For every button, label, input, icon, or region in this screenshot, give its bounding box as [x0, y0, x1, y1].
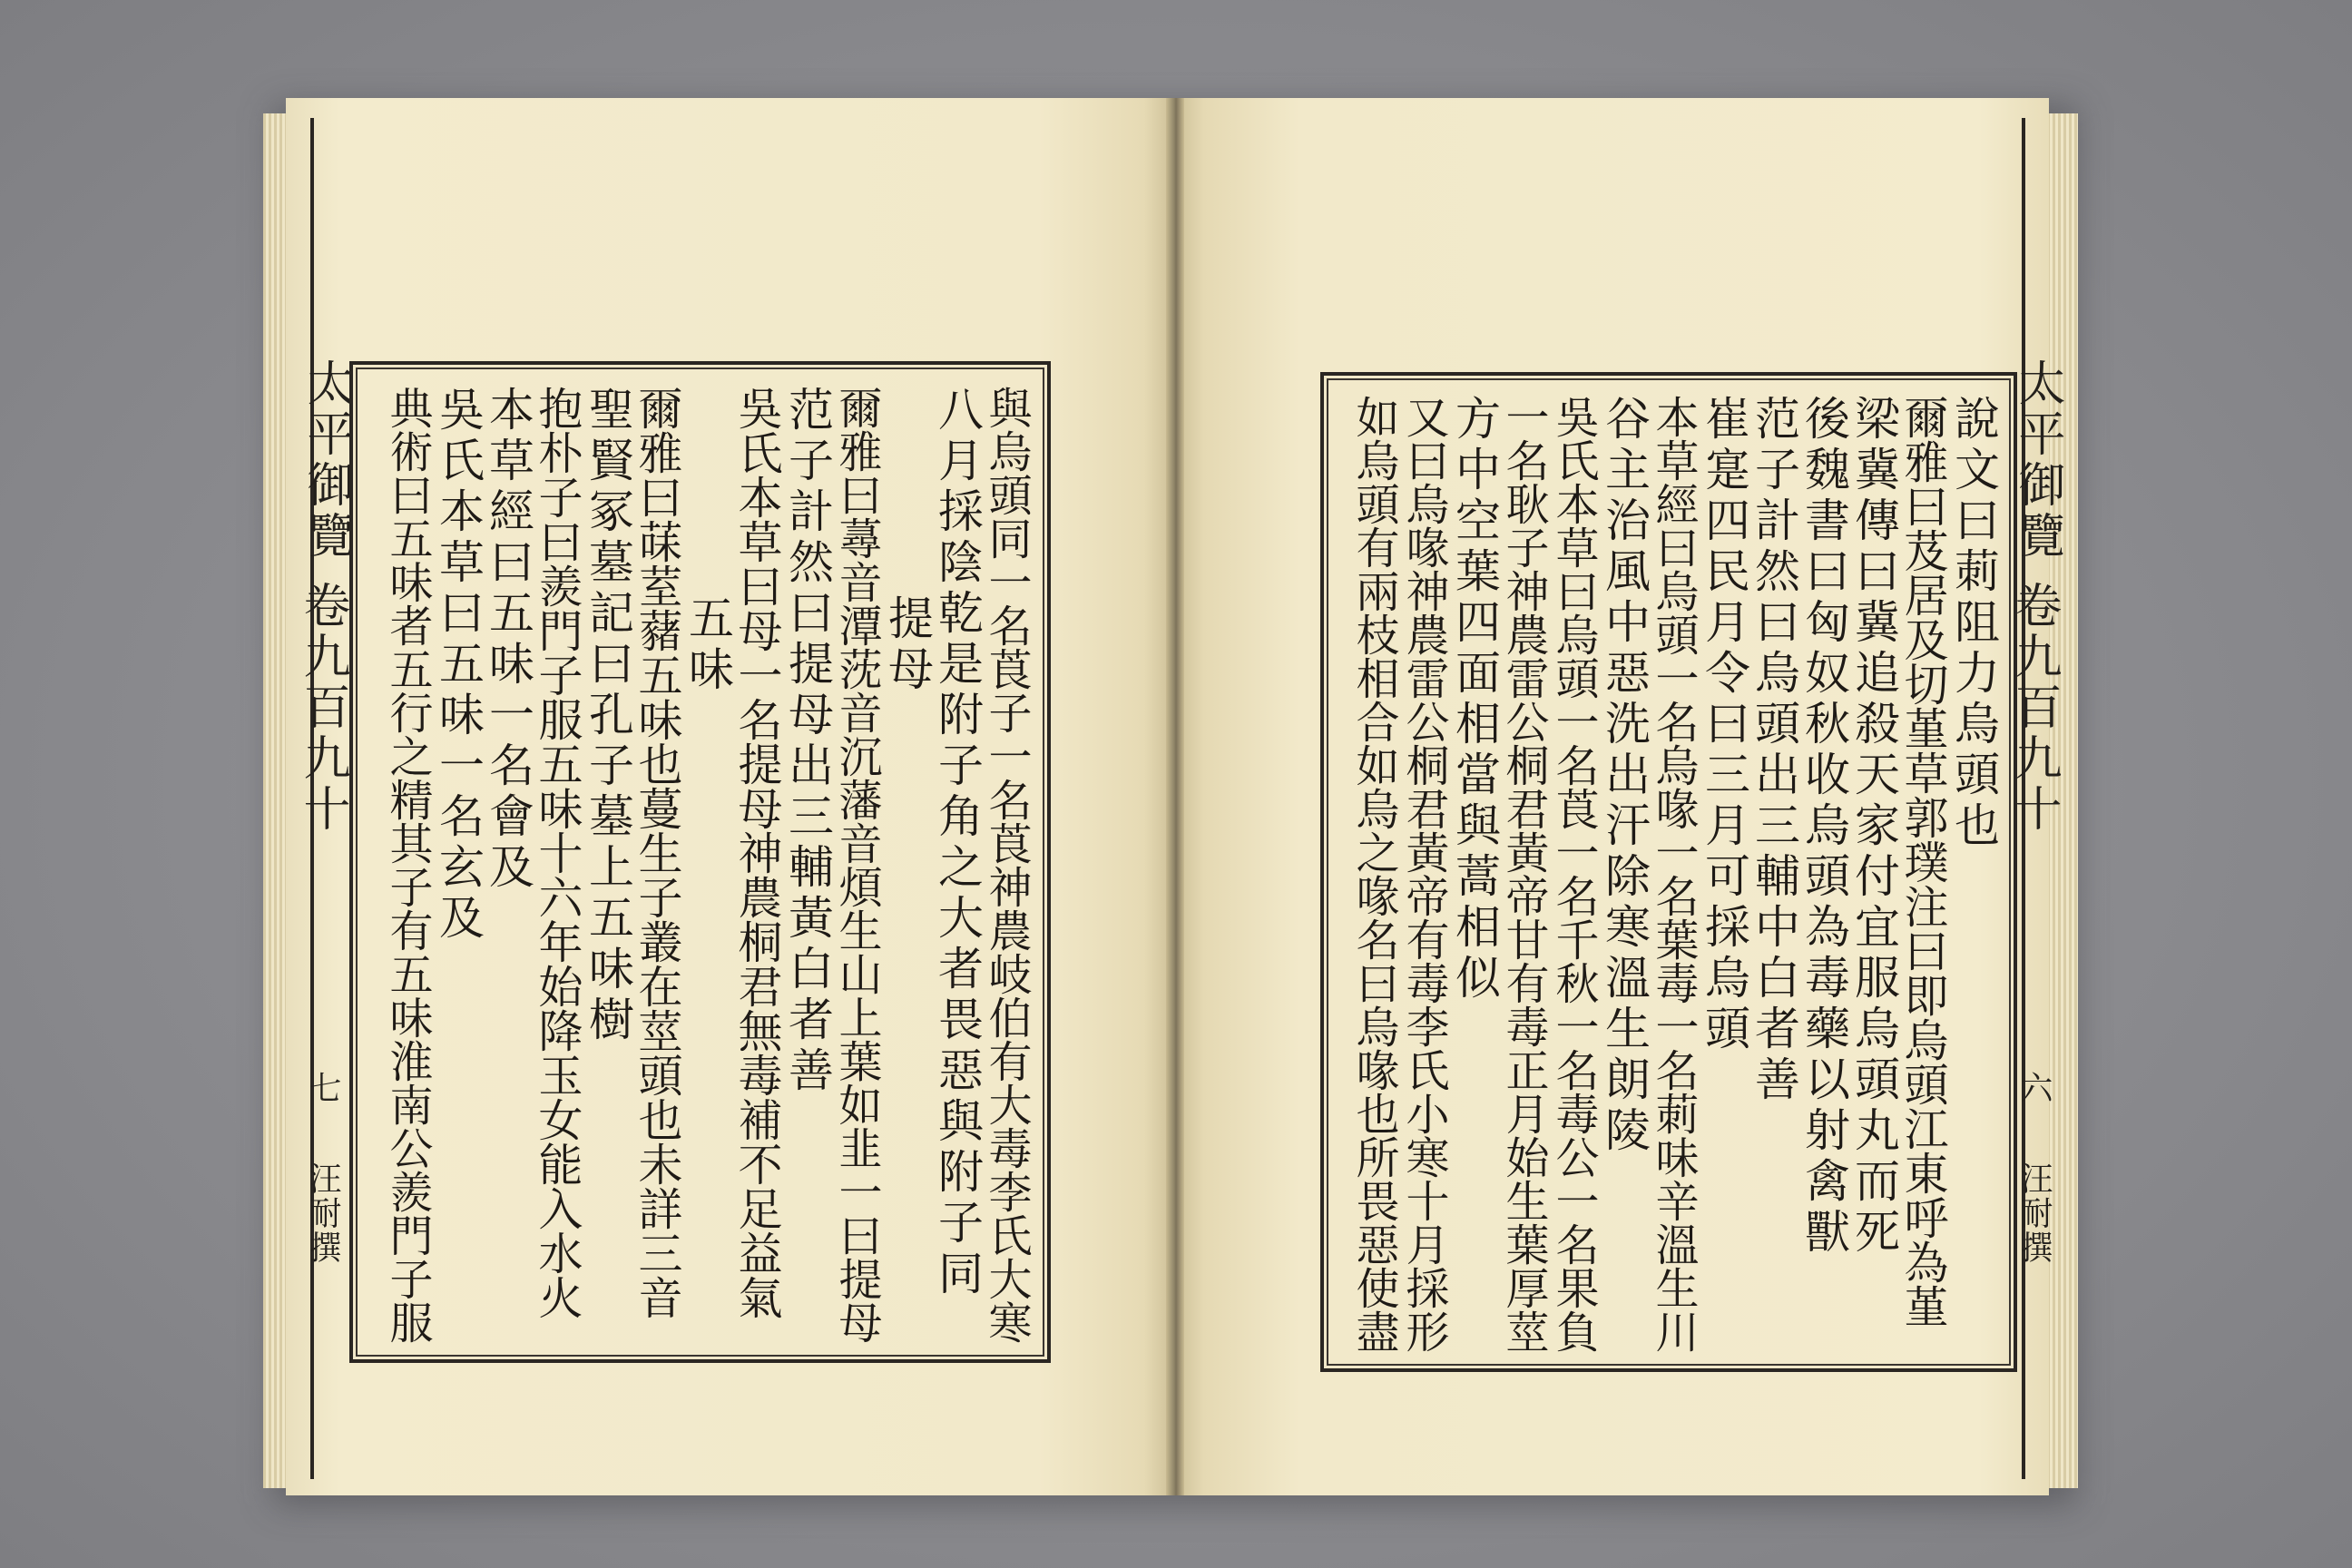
left-banxin-volume: 卷九百九十 [295, 581, 349, 835]
right-banxin-title: 太平御覽 [2010, 358, 2064, 562]
right-column-10: 一名耿子神農雷公桐君黃帝甘有毒正月始生葉厚莖 [1498, 395, 1549, 1353]
left-column-13: 典術曰五味者五行之精其子有五味淮南公羨門子服 [382, 386, 433, 1344]
left-banxin-title: 太平御覽 [299, 358, 353, 562]
left-banxin-engraver: 汪耐撰 [304, 1161, 341, 1265]
left-column-10: 抱朴子曰羨門子服五味十六年始降玉女能入水火 [532, 386, 583, 1319]
right-banxin-folio: 六 [2015, 1071, 2053, 1105]
right-column-1: 說文曰莿阻力烏頭也 [1947, 395, 2000, 852]
left-column-5: 范子計然曰提母出三輔黃白者善 [781, 386, 834, 1097]
right-column-12: 又曰烏喙神農雷公桐君黃帝有毒李氏小寒十月採形 [1398, 395, 1449, 1353]
right-column-2: 爾雅曰芨居及切堇草郭璞注曰即烏頭江東呼為堇 [1897, 395, 1949, 1328]
right-column-5: 范子計然曰烏頭出三輔中白者善 [1748, 395, 1800, 1106]
book-gutter [1166, 98, 1184, 1495]
left-column-3: 提母 [881, 594, 934, 696]
right-column-7: 本草經曰烏頭一名烏喙一名葉毒一名莿味辛溫生川 [1648, 395, 1699, 1353]
right-column-6: 崔寔四民月令曰三月可採烏頭 [1698, 395, 1750, 1055]
right-column-9: 吳氏本草曰烏頭一名莨一名千秋一名毒公一名果負 [1548, 395, 1599, 1353]
left-column-12: 吳氏本草曰五味一名玄及 [432, 386, 485, 945]
right-column-11: 方中空葉四面相當與蒿相似 [1448, 395, 1501, 1004]
right-banxin-engraver: 汪耐撰 [2015, 1161, 2053, 1265]
right-banxin-volume: 卷九百九十 [2006, 581, 2061, 835]
left-column-8: 爾雅曰菋荎藸五味也蔓生子叢在莖頭也未詳三音 [632, 386, 683, 1319]
left-column-6: 吳氏本草曰母一名提母神農桐君無毒補不足益氣 [731, 386, 783, 1319]
left-banxin-folio: 七 [304, 1071, 341, 1105]
right-column-13: 如烏頭有兩枝相合如烏之喙名曰烏喙也所畏惡使盡 [1348, 395, 1399, 1353]
left-column-4: 爾雅曰蕁音潭莐音沉藩音煩生山上葉如韭一曰提母 [831, 386, 882, 1344]
left-column-1: 與烏頭同一名莨子一名莨神農岐伯有大毒李氏大寒 [981, 386, 1032, 1344]
right-column-8: 谷主治風中惡洗出汗除寒溫生朗陵 [1598, 395, 1651, 1157]
right-column-4: 後魏書曰匈奴秋收烏頭為毒藥以射禽獸 [1798, 395, 1850, 1259]
left-column-11: 本草經曰五味一名會及 [482, 386, 534, 894]
left-column-7: 五味 [681, 594, 734, 696]
right-column-3: 梁冀傳曰冀追殺天家付宜服烏頭丸而死 [1847, 395, 1900, 1259]
left-column-2: 八月採陰乾是附子角之大者畏惡與附子同 [931, 386, 984, 1300]
left-column-9: 聖賢冢墓記曰孔子墓上五味樹 [582, 386, 634, 1046]
